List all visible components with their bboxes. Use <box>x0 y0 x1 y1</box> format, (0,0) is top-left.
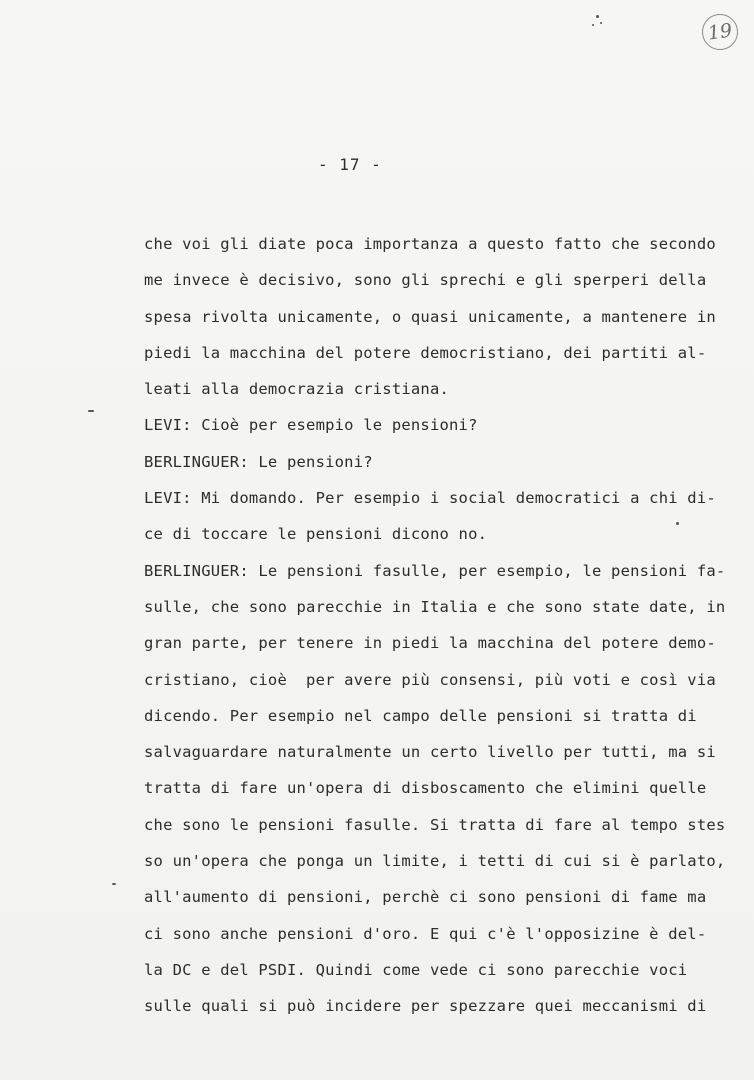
text-line: che voi gli diate poca importanza a questo fatto che secondo <box>144 235 716 253</box>
text-line: LEVI: Cioè per esempio le pensioni? <box>144 416 478 435</box>
typed-text-block <box>144 226 726 1025</box>
text-line: spesa rivolta unicamente, o quasi unicamente, a mantenere in <box>144 307 716 326</box>
ink-speck <box>112 883 116 885</box>
text-line: cristiano, cioè per avere più consensi, più voti e così via <box>144 670 716 689</box>
text-line: gran parte, per tenere in piedi la macchina del potere demo- <box>144 634 716 653</box>
text-line: tratta di fare un'opera di disboscamento che elimini quelle <box>144 779 707 798</box>
ink-speck <box>600 22 602 24</box>
text-line: la DC e del PSDI. Quindi come vede ci sono parecchie voci <box>144 960 688 979</box>
ink-speck <box>596 15 599 18</box>
ink-speck <box>88 410 94 412</box>
ink-speck <box>592 24 594 26</box>
text-line: sulle, che sono parecchie in Italia e che sono state date, in <box>144 597 726 616</box>
text-line: leati alla democrazia cristiana. <box>144 380 450 399</box>
text-line: so un'opera che ponga un limite, i tetti di cui si è parlato, <box>144 852 726 871</box>
page-number: - 17 - <box>318 155 382 174</box>
text-line: me invece è decisivo, sono gli sprechi e gli sperperi della <box>144 271 707 290</box>
text-line: salvaguardare naturalmente un certo livello per tutti, ma si <box>144 743 716 762</box>
text-line: LEVI: Mi domando. Per esempio i social democratici a chi di- <box>144 489 716 508</box>
text-line: BERLINGUER: Le pensioni fasulle, per esempio, le pensioni fa- <box>144 561 726 580</box>
text-line: che sono le pensioni fasulle. Si tratta di fare al tempo stes <box>144 815 726 834</box>
text-line: ce di toccare le pensioni dicono no. <box>144 525 488 544</box>
text-line: dicendo. Per esempio nel campo delle pensioni si tratta di <box>144 706 697 725</box>
text-line: sulle quali si può incidere per spezzare quei meccanismi di <box>144 997 707 1016</box>
archive-page-stamp: 19 <box>700 12 741 53</box>
text-line: piedi la macchina del potere democristiano, dei partiti al- <box>144 343 707 362</box>
text-line: ci sono anche pensioni d'oro. E qui c'è l'opposizine è del- <box>144 924 707 943</box>
text-line: BERLINGUER: Le pensioni? <box>144 452 373 471</box>
text-line: all'aumento di pensioni, perchè ci sono pensioni di fame ma <box>144 888 707 907</box>
